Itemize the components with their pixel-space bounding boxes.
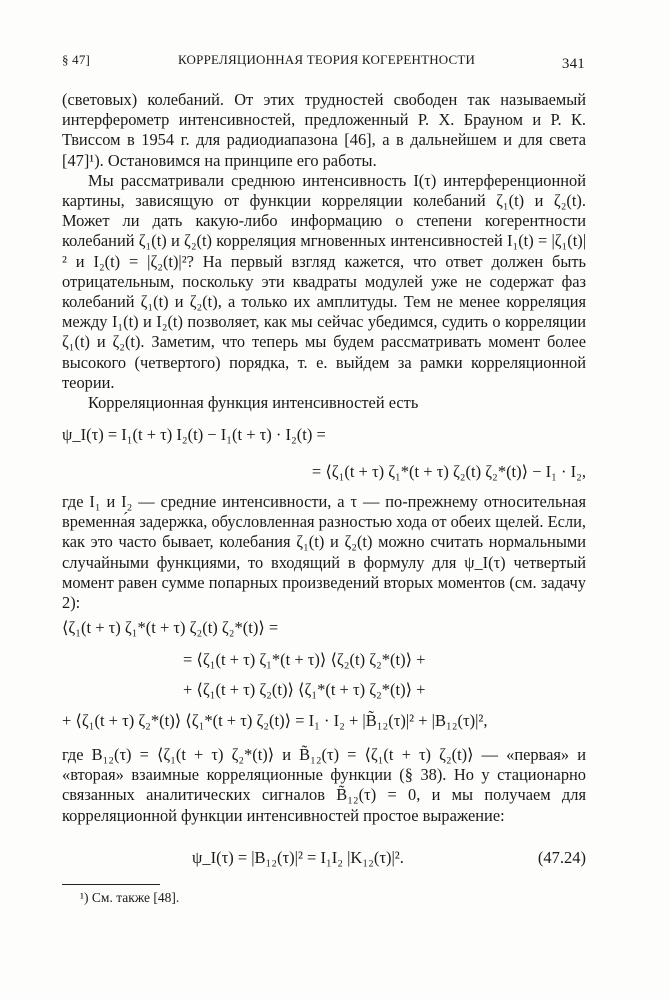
equation-2-line-4: + ⟨ζ₁(t + τ) ζ₂*(t)⟩ ⟨ζ₁*(t + τ) ζ₂(t)⟩ = I₁ · I₂ + |B̃₁₂(τ)|² + |B₁₂(τ)|², <box>62 711 488 730</box>
paragraph-5: где B₁₂(τ) = ⟨ζ₁(t + τ) ζ₂*(t)⟩ и B̃₁₂(τ) = ⟨ζ₁(t + τ) ζ₂(t)⟩ — «первая» и «вторая» взаимные корреляционные функции (§ 38). Но у стационарно связанных аналитических сигналов B̃₁₂(τ) = 0, и мы получаем для корреляционной функции интенсивностей простое выражение: <box>62 745 586 825</box>
paragraph-4: где I₁ и I₂ — средние интенсивности, а τ — по-прежнему относительная временна́я задержка, обусловленная разностью хода от обеих щелей. Если, как это часто бывает, колебания ζ₁(t) и ζ₂(t) можно считать нормальными случайными функциями, то входящий в формулу для ψ_I(τ) четвертый момент равен сумме попарных произведений вторых моментов (см. задачу 2): <box>62 492 586 613</box>
running-title: КОРРЕЛЯЦИОННАЯ ТЕОРИЯ КОГЕРЕНТНОСТИ <box>178 52 476 67</box>
equation-2-line-3: + ⟨ζ₁(t + τ) ζ₂(t)⟩ ⟨ζ₁*(t + τ) ζ₂*(t)⟩ + <box>183 680 426 699</box>
text-block-bottom <box>62 745 586 826</box>
footnote-rule <box>62 884 160 885</box>
paragraph-1: (световых) колебаний. От этих трудностей свободен так называемый интерферометр интенсивностей, предложенный Р. X. Брауном и Р. К. Твиссом в 1954 г. для радиодиапазона [46], а в дальнейшем и для света [47]¹). Остановимся на принципе его работы. <box>62 90 586 170</box>
equation-2-line-2: = ⟨ζ₁(t + τ) ζ₁*(t + τ)⟩ ⟨ζ₂(t) ζ₂*(t)⟩ + <box>183 650 426 669</box>
text-block-top <box>62 90 586 413</box>
equation-1-line-2: = ⟨ζ₁(t + τ) ζ₁*(t + τ) ζ₂(t) ζ₂*(t)⟩ − I₁ · I₂, <box>311 462 586 481</box>
equation-3: ψ_I(τ) = |B₁₂(τ)|² = I₁I₂ |K₁₂(τ)|². <box>192 848 404 867</box>
section-marker: § 47] <box>62 52 91 67</box>
paragraph-3: Корреляционная функция интенсивностей есть <box>88 393 419 413</box>
equation-number: (47.24) <box>537 848 586 867</box>
paragraph-2: Мы рассматривали среднюю интенсивность I(τ) интерференционной картины, зависящую от функции корреляции колебаний ζ₁(t) и ζ₂(t). Может ли дать какую-либо информацию о степени когерентности колебаний ζ₁(t) и ζ₂(t) корреляция мгновенных интенсивностей I₁(t) = |ζ₁(t)|² и I₂(t) = |ζ₂(t)|²? На первый взгляд кажется, что ответ должен быть отрицательным, поскольку эти квадраты модулей уже не содержат фаз колебаний ζ₁(t) и ζ₂(t), а только их амплитуды. Тем не менее корреляция между I₁(t) и I₂(t) позволяет, как мы сейчас убедимся, судить о корреляции ζ₁(t) и ζ₂(t). Заметим, что теперь мы будем рассматривать момент более высокого (четвертого) порядка, т. е. выйдем за рамки корреляционной теории. <box>62 170 586 392</box>
equation-1-line-1: ψ_I(τ) = I₁(t + τ) I₂(t) − I₁(t + τ) · I₂(t) = <box>62 425 326 444</box>
equation-2-line-1: ⟨ζ₁(t + τ) ζ₁*(t + τ) ζ₂(t) ζ₂*(t)⟩ = <box>62 618 279 637</box>
page-number: 341 <box>561 56 585 72</box>
text-block-middle <box>62 492 586 613</box>
footnote: ¹) См. также [48]. <box>80 890 180 905</box>
